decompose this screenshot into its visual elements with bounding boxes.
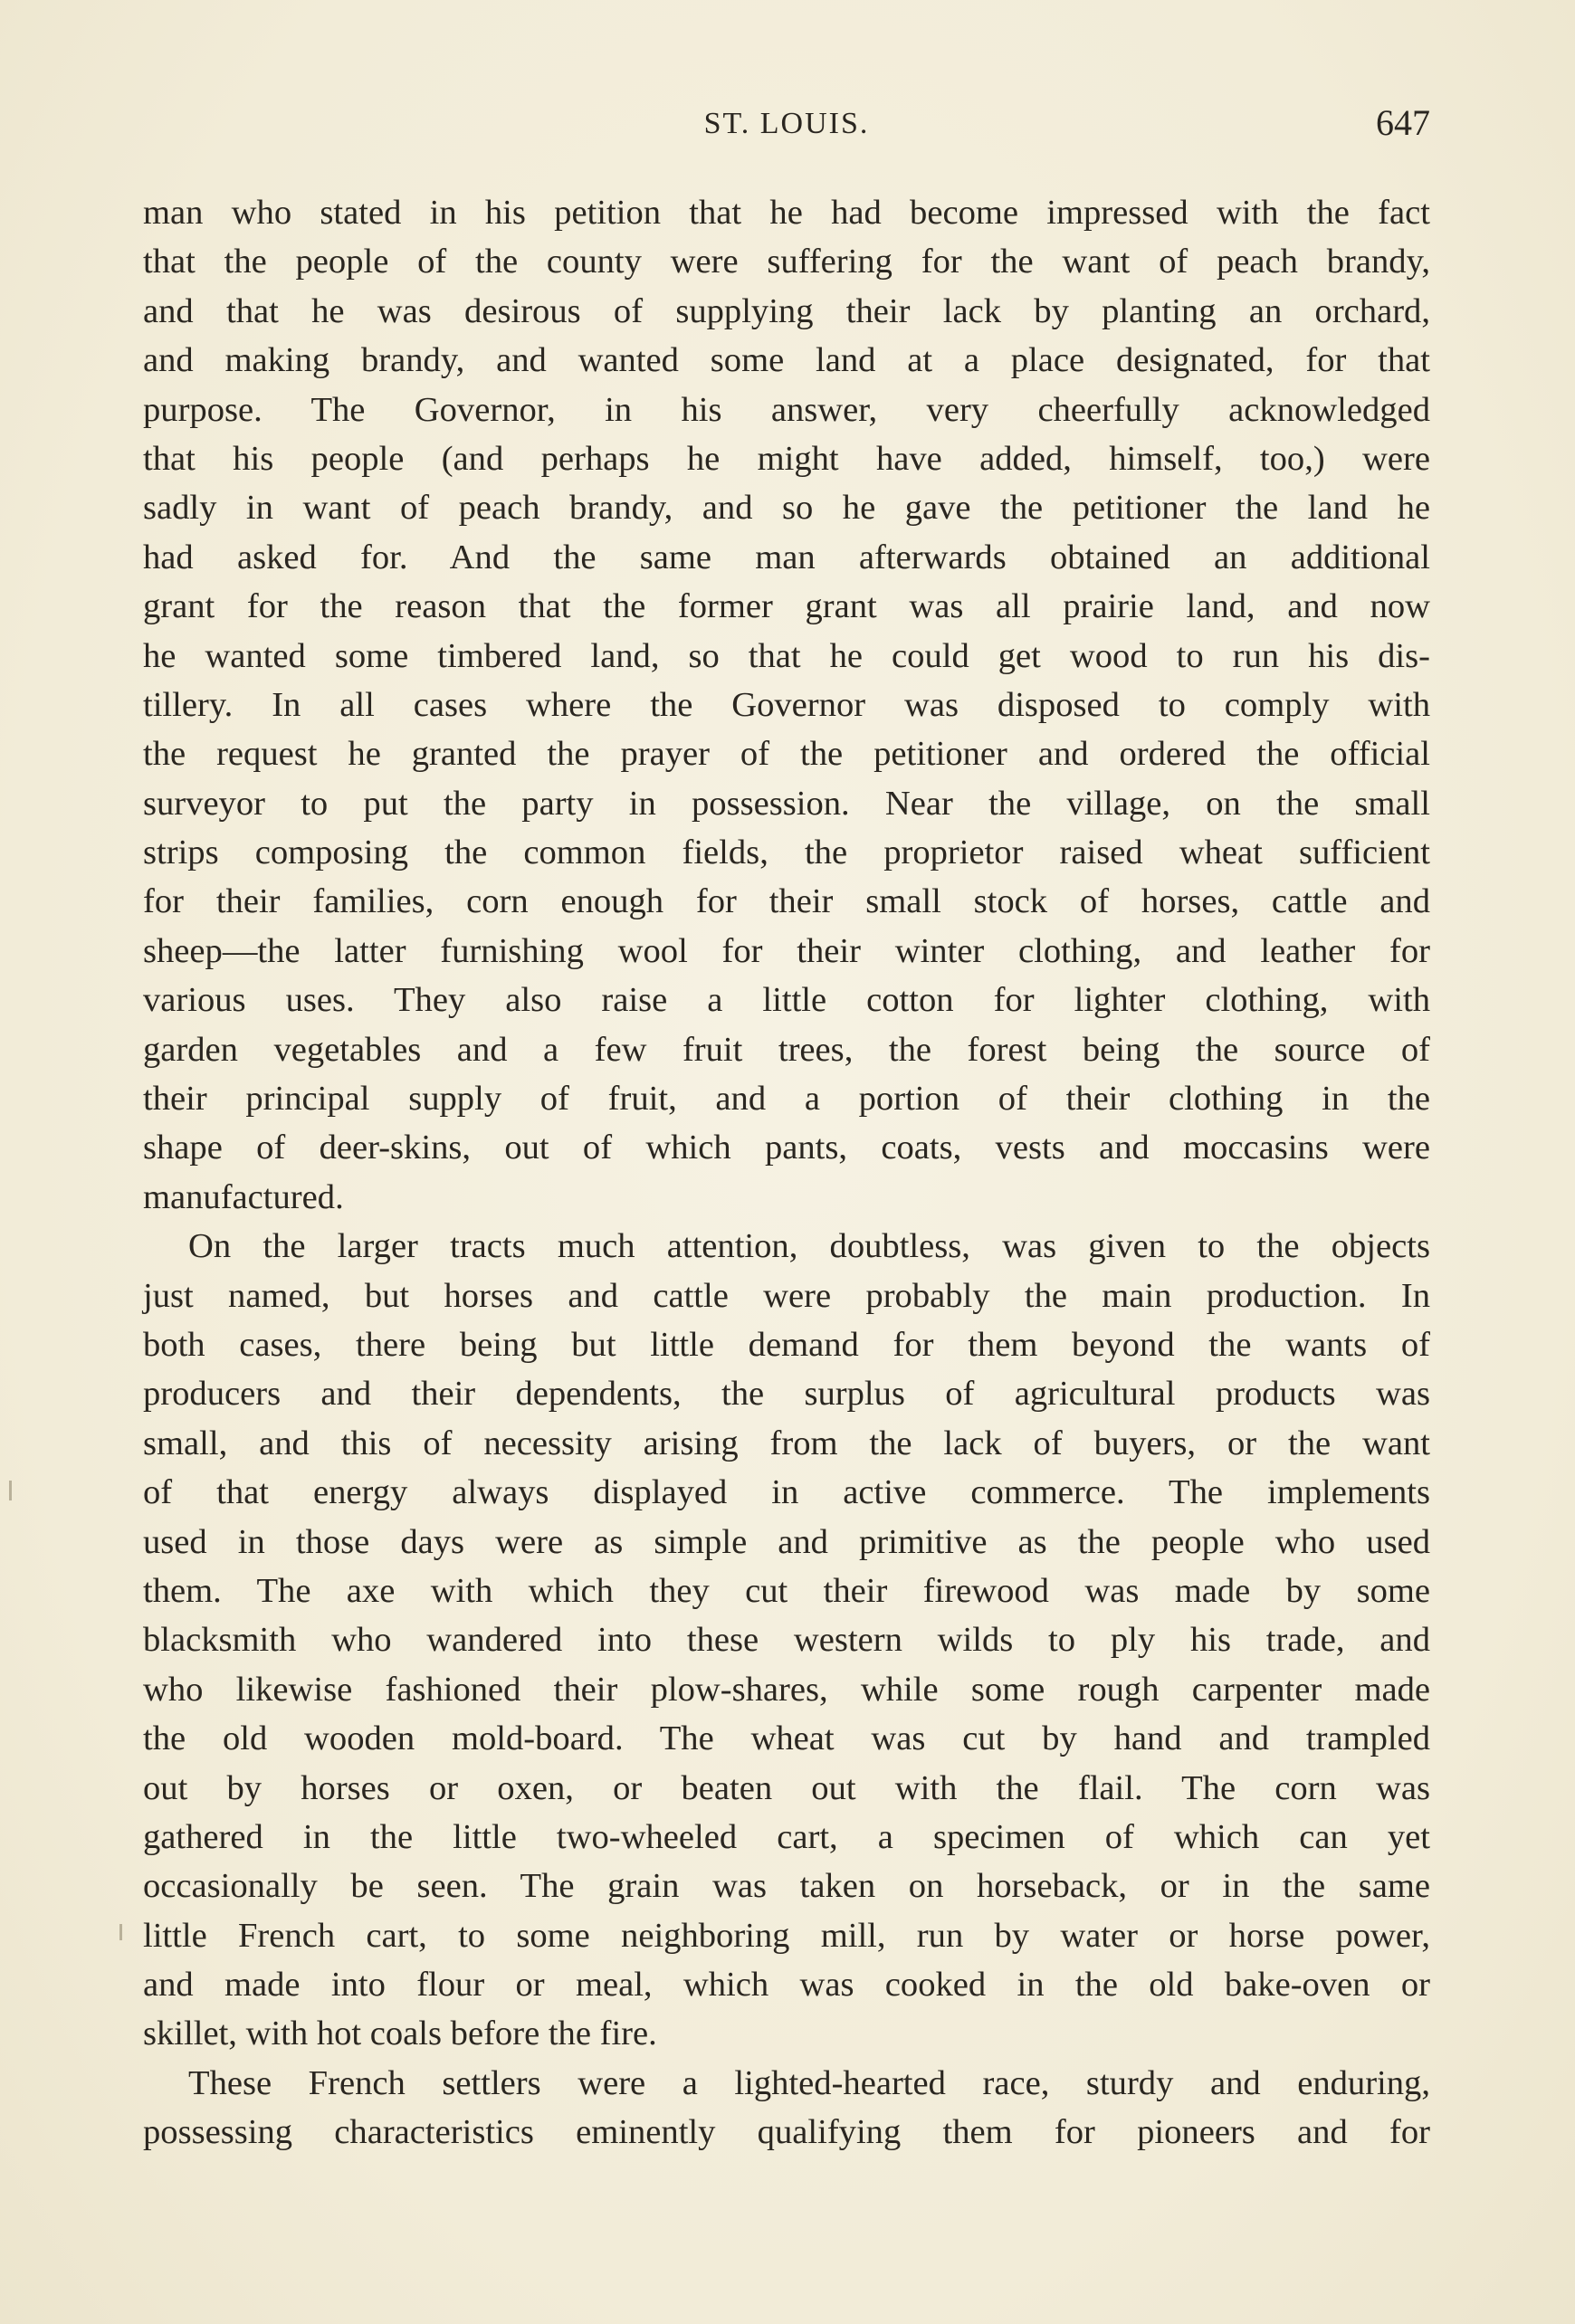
text-line: various uses. They also raise a little cotton for lighter clothing, with <box>143 981 1430 1020</box>
text-line: them. The axe with which they cut their firewood was made by some <box>143 1571 1430 1610</box>
text-line: sadly in want of peach brandy, and so he gave the petitioner the land he <box>143 489 1430 528</box>
paragraph-end-line: skillet, with hot coals before the fire. <box>143 2014 657 2053</box>
text-line: and made into flour or meal, which was cooked in the old bake-oven or <box>143 1966 1430 2005</box>
running-head <box>143 98 1430 152</box>
text-line: blacksmith who wandered into these western wilds to ply his trade, and <box>143 1621 1430 1660</box>
page-number: 647 <box>1376 102 1430 143</box>
paragraph-start-line: On the larger tracts much attention, doubtless, was given to the objects <box>188 1227 1430 1266</box>
text-line: both cases, there being but little demand for them beyond the wants of <box>143 1325 1430 1364</box>
text-line: sheep—the latter furnishing wool for their winter clothing, and leather for <box>143 931 1430 970</box>
margin-speck <box>9 1481 12 1500</box>
text-line: strips composing the common fields, the proprietor raised wheat sufficient <box>143 833 1430 872</box>
text-line: that the people of the county were suffering for the want of peach brandy, <box>143 243 1430 281</box>
text-line: used in those days were as simple and primitive as the people who used <box>143 1522 1430 1561</box>
text-line: gathered in the little two-wheeled cart, a specimen of which can yet <box>143 1817 1430 1856</box>
text-line: the request he granted the prayer of the petitioner and ordered the official <box>143 735 1430 774</box>
body-text <box>143 188 1430 2157</box>
text-line: out by horses or oxen, or beaten out with the flail. The corn was <box>143 1768 1430 1807</box>
text-line: he wanted some timbered land, so that he could get wood to run his dis- <box>143 636 1430 675</box>
text-line: and making brandy, and wanted some land at a place designated, for that <box>143 341 1430 380</box>
text-line: tillery. In all cases where the Governor was disposed to comply with <box>143 685 1430 724</box>
text-line: their principal supply of fruit, and a portion of their clothing in the <box>143 1080 1430 1119</box>
running-head-title: ST. LOUIS. <box>703 107 870 140</box>
margin-speck <box>119 1924 122 1940</box>
text-line: producers and their dependents, the surplus of agricultural products was <box>143 1375 1430 1414</box>
text-line: surveyor to put the party in possession. Near the village, on the small <box>143 784 1430 823</box>
text-line: that his people (and perhaps he might have added, himself, too,) were <box>143 439 1430 478</box>
paragraph-start-line: These French settlers were a lighted-hearted race, sturdy and enduring, <box>188 2063 1430 2102</box>
text-line: for their families, corn enough for their small stock of horses, cattle and <box>143 882 1430 921</box>
text-line: and that he was desirous of supplying their lack by planting an orchard, <box>143 291 1430 330</box>
text-line: of that energy always displayed in active commerce. The implements <box>143 1473 1430 1512</box>
text-line: small, and this of necessity arising from the lack of buyers, or the want <box>143 1424 1430 1462</box>
text-line: shape of deer-skins, out of which pants, coats, vests and moccasins were <box>143 1129 1430 1167</box>
text-line: little French cart, to some neighboring mill, run by water or horse power, <box>143 1916 1430 1955</box>
text-line: possessing characteristics eminently qualifying them for pioneers and for <box>143 2113 1430 2152</box>
paragraph-end-line: manufactured. <box>143 1177 344 1216</box>
text-line: man who stated in his petition that he had become impressed with the fact <box>143 194 1430 232</box>
text-line: grant for the reason that the former grant was all prairie land, and now <box>143 587 1430 626</box>
text-line: the old wooden mold-board. The wheat was cut by hand and trampled <box>143 1719 1430 1758</box>
text-line: just named, but horses and cattle were probably the main production. In <box>143 1276 1430 1315</box>
text-line: had asked for. And the same man afterwards obtained an additional <box>143 538 1430 576</box>
text-line: who likewise fashioned their plow-shares, while some rough carpenter made <box>143 1670 1430 1709</box>
text-line: occasionally be seen. The grain was taken on horseback, or in the same <box>143 1867 1430 1906</box>
text-line: purpose. The Governor, in his answer, very cheerfully acknowledged <box>143 390 1430 429</box>
text-line: garden vegetables and a few fruit trees, the forest being the source of <box>143 1030 1430 1069</box>
